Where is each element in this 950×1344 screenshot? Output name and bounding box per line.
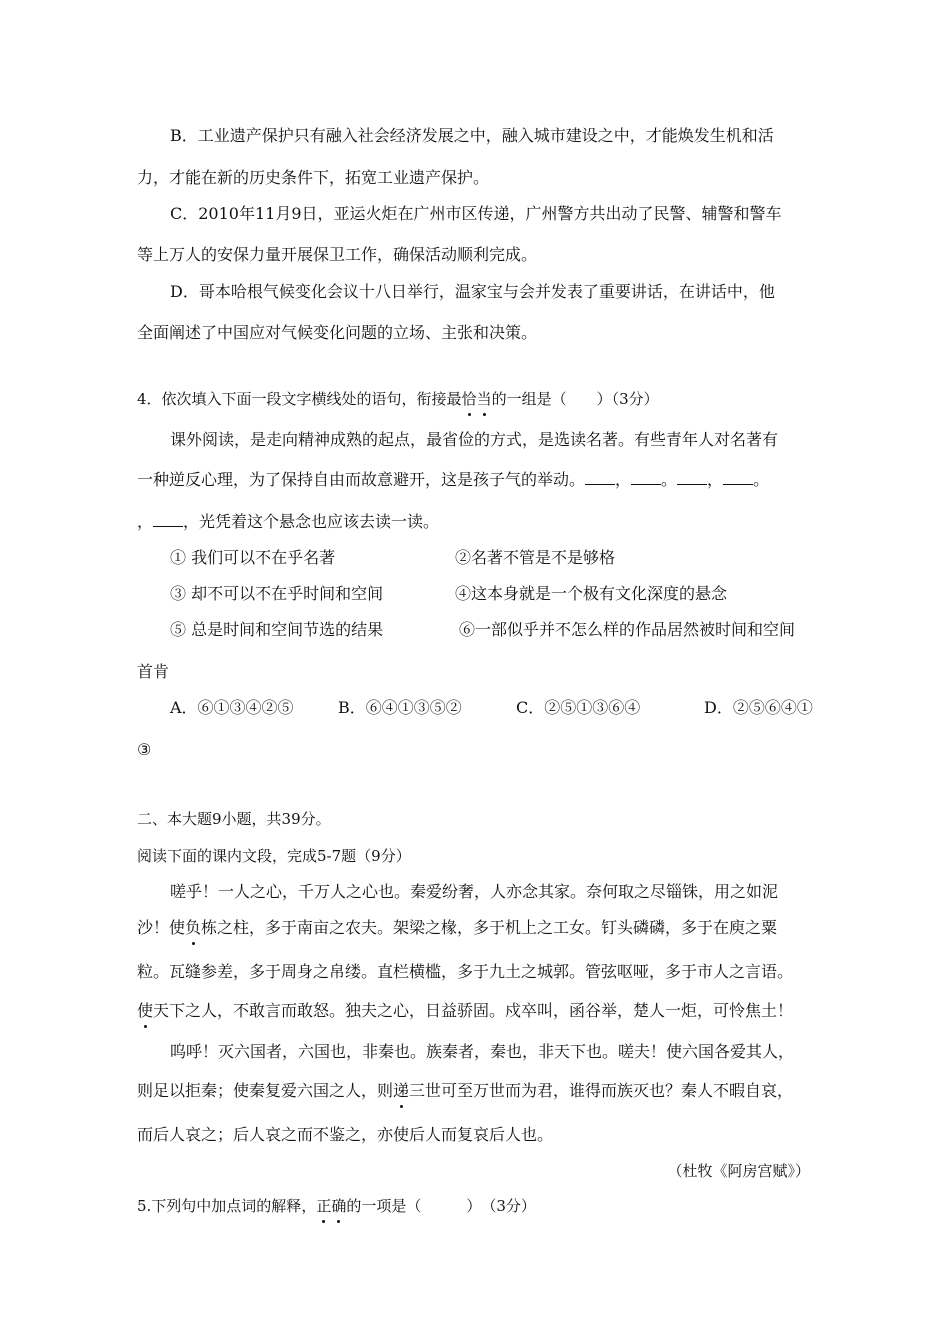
passage-text: 天下之人，不敢言而敢怒。独夫之心，日益骄固。戍卒叫，函谷举，楚人一炬，可怜焦土！ [153,1001,794,1020]
q4-option-5: ⑤ 总是时间和空间节选的结果 [170,620,384,639]
q3-option-d-line1: D．哥本哈根气候变化会议十八日举行，温家宝与会并发表了重要讲话，在讲话中，他 [170,282,775,301]
q5-stem [137,1195,536,1217]
passage-line4 [137,1000,793,1022]
q4-option-2: ②名著不管是不是够格 [455,548,616,567]
emphasis-char: 正 [316,1197,332,1215]
q4-option-3: ③ 却不可以不在乎时间和空间 [170,584,384,603]
section-heading: 二、本大题9小题，共39分。 [137,810,331,828]
q3-option-d-line2: 全面阐述了中国应对气候变化问题的立场、主张和决策。 [137,323,538,342]
q4-option-6-cont: 首肯 [137,662,170,681]
passage-line5: 呜呼！灭六国者，六国也，非秦也。族秦者，秦也，非天下也。嗟夫！使六国各爱其人， [170,1042,795,1061]
fill-blank [677,470,707,485]
q4-paragraph-line1: 课外阅读，是走向精神成熟的起点，最省俭的方式，是选读名著。有些青年人对名著有 [170,430,779,449]
emphasis-char: 恰 [461,390,477,408]
q4-answer-d-cont: ③ [137,740,152,759]
passage-line1: 嗟乎！一人之心，千万人之心也。秦爱纷奢，人亦念其家。奈何取之尽锱铢，用之如泥 [170,882,779,901]
q4-option-1: ① 我们可以不在乎名著 [170,548,336,567]
passage-line2 [137,917,777,939]
q4-answer-c: C．②⑤①③⑥④ [516,698,641,717]
emphasis-char: 负 [185,918,202,937]
q3-option-c-line1: C．2010年11月9日，亚运火炬在广州市区传递，广州警方共出动了民警、辅警和警车 [170,204,782,223]
fill-blank [631,470,661,485]
q4-paragraph-tail: ，光凭着这个悬念也应该去读一读。 [183,512,440,531]
q5-stem-tail: 的一项是（ ） （3分） [346,1197,536,1215]
q4-option-6: ⑥一部似乎并不怎么样的作品居然被时间和空间 [459,620,796,639]
q4-answer-a: A．⑥①③④②⑤ [170,698,294,717]
passage-line3: 粒。瓦缝参差，多于周身之帛缕。直栏横槛，多于九土之城郭。管弦呕哑，多于市人之言语。 [137,962,794,981]
q4-stem [137,388,659,410]
passage-text: 沙！使 [137,918,186,937]
q4-paragraph-line3 [137,511,439,533]
emphasis-char: 当 [476,390,492,408]
passage-text: 三世可至万世而为君，谁得而族灭也？秦人不暇自哀， [409,1081,794,1100]
section-intro: 阅读下面的课内文段，完成5-7题（9分） [137,847,411,865]
emphasis-char: 使 [137,1001,154,1020]
fill-blank [153,512,183,527]
q5-stem-text: 5.下列句中加点词的解释， [137,1197,317,1215]
passage-text: 栋之柱，多于南亩之农夫。架梁之椽，多于机上之工女。钉头磷磷，多于在庾之粟 [201,918,778,937]
q4-option-4: ④这本身就是一个极有文化深度的悬念 [455,584,728,603]
q4-paragraph-line2: 一种逆反心理，为了保持自由而故意避开，这是孩子气的举动。 ， 。 ， 。 [137,470,770,489]
passage-source: （杜牧《阿房宫赋》） [667,1162,810,1180]
passage-line7: 而后人哀之；后人哀之而不鉴之，亦使后人而复哀后人也。 [137,1125,554,1144]
passage-line6 [137,1080,793,1102]
q4-paragraph-comma: ， [137,512,154,531]
q4-answer-d: D．②⑤⑥④① [704,698,813,717]
q3-option-c-line2: 等上万人的安保力量开展保卫工作，确保活动顺利完成。 [137,245,538,264]
q4-stem-tail: 的一组是（ ）（3分） [491,390,659,408]
q4-answer-b: B．⑥④①③⑤② [338,698,462,717]
q3-option-b-line2: 力，才能在新的历史条件下，拓宽工业遗产保护。 [137,168,490,187]
passage-text: 则足以拒秦；使秦复爱六国之人，则 [137,1081,394,1100]
q4-stem-text: 4．依次填入下面一段文字横线处的语句，衔接最 [137,390,462,408]
fill-blank [585,470,615,485]
emphasis-char: 递 [393,1081,410,1100]
q4-paragraph-text: 一种逆反心理，为了保持自由而故意避开，这是孩子气的举动。 [137,470,586,489]
q3-option-b-line1: B．工业遗产保护只有融入社会经济发展之中，融入城市建设之中，才能焕发生机和活 [170,126,774,145]
fill-blank [723,470,753,485]
emphasis-char: 确 [331,1197,347,1215]
